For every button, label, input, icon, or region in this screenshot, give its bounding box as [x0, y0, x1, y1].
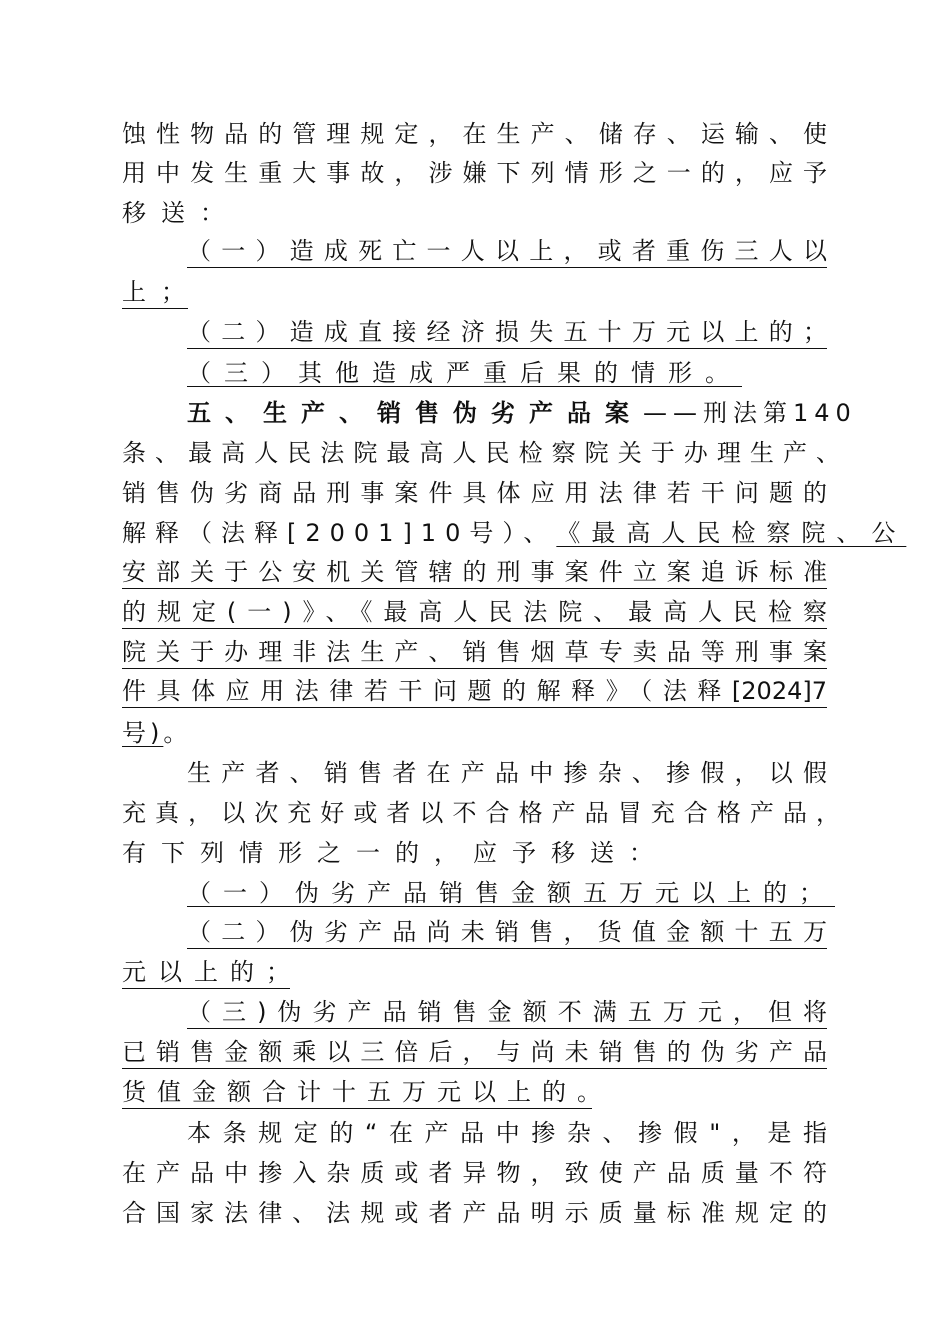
text-line: [122, 716, 827, 750]
list-item-underlined: 元以上的；: [122, 956, 290, 989]
text-segment-underlined: 号): [122, 719, 164, 747]
text-segment-underlined: 《最高人民检察院、公: [556, 519, 907, 547]
section-title: 五、生产、销售伪劣产品案: [187, 399, 643, 427]
text-line: 在产品中掺入杂质或者异物，致使产品质量不符: [122, 1159, 827, 1187]
text-line: 用中发生重大事故，涉嫌下列情形之一的，应予: [122, 159, 827, 187]
text-line: 有下列情形之一的，应予移送：: [122, 839, 668, 867]
text-line-underlined: 院关于办理非法生产、销售烟草专卖品等刑事案: [122, 636, 827, 669]
list-item-underlined: （二）造成直接经济损失五十万元以上的；: [187, 316, 827, 349]
list-item-underlined: （一）造成死亡一人以上，或者重伤三人以: [187, 235, 827, 268]
text-line-underlined: 安部关于公安机关管辖的刑事案件立案追诉标准: [122, 556, 827, 589]
text-line: 蚀性物品的管理规定，在生产、储存、运输、使: [122, 120, 827, 148]
text-segment: 。: [163, 719, 188, 747]
section-heading: [187, 396, 857, 430]
list-item-underlined: [187, 876, 835, 910]
list-item-underlined: 已销售金额乘以三倍后，与尚未销售的伪劣产品: [122, 1036, 827, 1069]
text-line-underlined: 件具体应用法律若干问题的解释》（法释[2024]7: [122, 675, 827, 708]
text-segment: 解释（法释[2001]10号）、: [122, 519, 557, 547]
list-item-underlined: 货值金额合计十五万元以上的。: [122, 1076, 592, 1109]
text-line: 移送：: [122, 199, 239, 227]
list-item-underlined: （三）其他造成严重后果的情形。: [187, 359, 742, 387]
text-line: 条、最高人民法院最高人民检察院关于办理生产、: [122, 439, 840, 467]
text-line: 充真，以次充好或者以不合格产品冒充合格产品，: [122, 799, 840, 827]
text-line: 本条规定的“在产品中掺杂、掺假"，是指: [187, 1119, 827, 1147]
list-item-text: （一）伪劣产品销售金额五万元以上的；: [187, 879, 835, 907]
list-item-underlined: 上；: [122, 276, 188, 309]
list-item-underlined: （二）伪劣产品尚未销售，货值金额十五万: [187, 916, 827, 949]
text-line: 生产者、销售者在产品中掺杂、掺假，以假: [187, 759, 827, 787]
section-source: ——刑法第140: [643, 399, 857, 427]
text-line: 销售伪劣商品刑事案件具体应用法律若干问题的: [122, 479, 827, 507]
list-item-underlined: （三)伪劣产品销售金额不满五万元，但将: [187, 996, 827, 1029]
text-line: [122, 516, 907, 550]
text-line-underlined: 的规定(一)》、《最高人民法院、最高人民检察: [122, 596, 827, 629]
text-line: 合国家法律、法规或者产品明示质量标准规定的: [122, 1199, 827, 1227]
